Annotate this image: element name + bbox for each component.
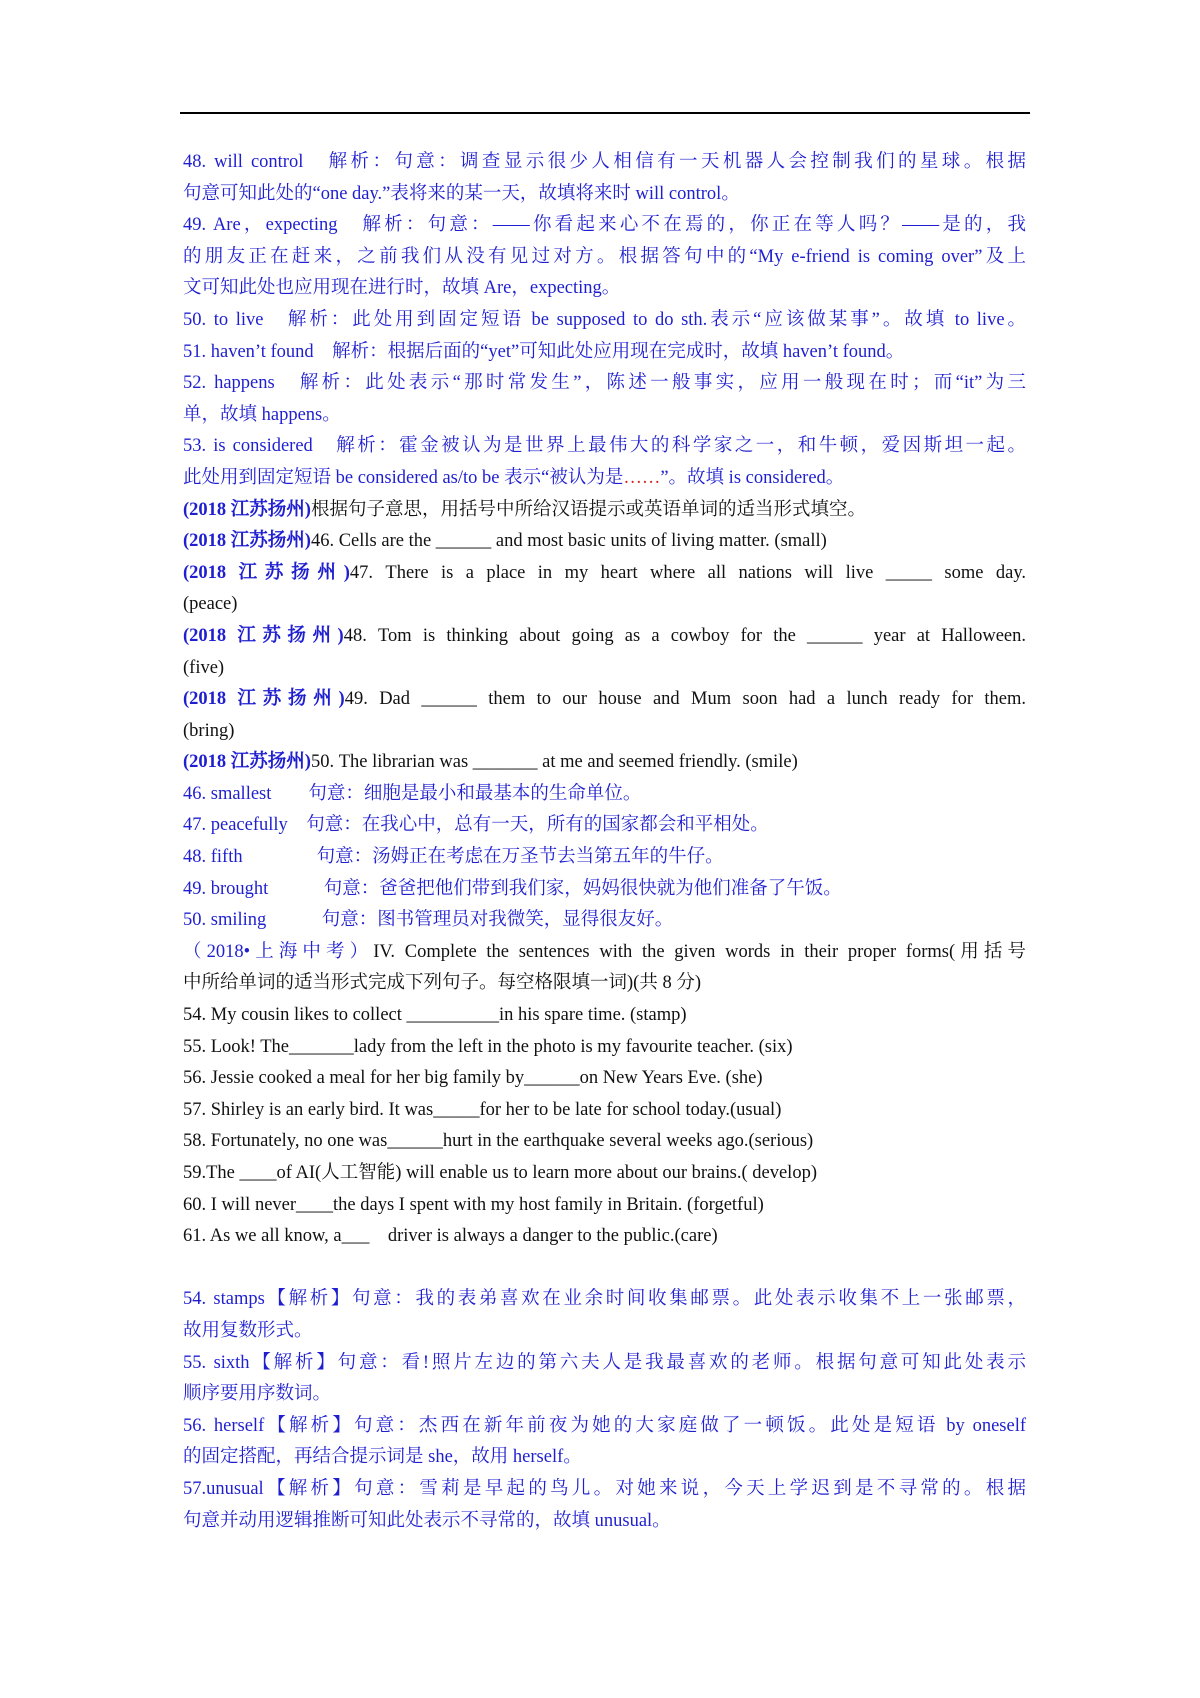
ellipsis-red: …… bbox=[623, 467, 661, 488]
line-text: (five) bbox=[183, 657, 225, 678]
text-line bbox=[183, 1126, 1026, 1158]
line-text: 47. There is a place in my heart where all nations will live _____ some day. bbox=[349, 562, 1026, 583]
text-line bbox=[183, 747, 1026, 779]
text-line bbox=[183, 810, 1026, 842]
line-text: (bring) bbox=[183, 720, 235, 741]
line-text: 中所给单词的适当形式完成下列句子。每空格限填一词)(共 8 分) bbox=[183, 973, 701, 994]
text-line bbox=[183, 1063, 1026, 1095]
text-line bbox=[183, 653, 1026, 685]
line-text: 59.The ____of AI(人工智能) will enable us to learn more about our brains.( develop) bbox=[183, 1163, 817, 1183]
text-line bbox=[183, 526, 1026, 558]
line-text: 57.unusual【解析】句意：雪莉是早起的鸟儿。对她来说，今天上学迟到是不寻常的。根据 bbox=[183, 1478, 1026, 1499]
line-text: 48. will control 解析：句意：调查显示很少人相信有一天机器人会控制我们的星球。根据 bbox=[183, 152, 1026, 172]
line-text: 50. to live 解析：此处用到固定短语 be supposed to do sth.表示“应该做某事”。故填 to live。 bbox=[183, 309, 1026, 330]
text-line bbox=[183, 210, 1026, 242]
text-line bbox=[183, 242, 1026, 274]
text-line bbox=[183, 463, 1026, 495]
text-line bbox=[183, 968, 1026, 1000]
line-text: IV. Complete the sentences with the given words in their proper forms(用括号 bbox=[373, 941, 1026, 962]
text-line bbox=[183, 1442, 1026, 1474]
line-text: 50. The librarian was _______ at me and seemed friendly. (smile) bbox=[310, 752, 798, 773]
text-line bbox=[183, 1032, 1026, 1064]
line-text: 的固定搭配，再结合提示词是 she，故用 herself。 bbox=[183, 1447, 582, 1468]
line-text: 56. herself【解析】句意：杰西在新年前夜为她的大家庭做了一顿饭。此处是短语 by oneself bbox=[183, 1415, 1026, 1436]
line-text-tail: ”。故填 is considered。 bbox=[660, 467, 845, 488]
line-text: 48. fifth 句意：汤姆正在考虑在万圣节去当第五年的牛仔。 bbox=[183, 847, 724, 868]
text-line bbox=[183, 1000, 1026, 1032]
text-line bbox=[183, 716, 1026, 748]
text-line bbox=[183, 589, 1026, 621]
text-line bbox=[183, 1474, 1026, 1506]
text-line bbox=[183, 400, 1026, 432]
line-text: 46. smallest 句意：细胞是最小和最基本的生命单位。 bbox=[183, 783, 642, 804]
source-tag: (2018 江苏扬州) bbox=[183, 499, 311, 520]
text-line bbox=[183, 937, 1026, 969]
line-text: 文可知此处也应用现在进行时，故填 Are，expecting。 bbox=[183, 278, 621, 299]
line-text: 58. Fortunately, no one was______hurt in the earthquake several weeks ago.(serious) bbox=[183, 1131, 814, 1152]
line-text: 56. Jessie cooked a meal for her big family by______on New Years Eve. (she) bbox=[183, 1068, 763, 1089]
text-line bbox=[183, 273, 1026, 305]
line-text: 52. happens 解析：此处表示“那时常发生”，陈述一般事实，应用一般现在时；而“it”为三 bbox=[183, 373, 1026, 394]
source-tag: (2018 江苏扬州) bbox=[183, 531, 311, 552]
text-line bbox=[183, 1190, 1026, 1222]
line-text: 47. peacefully 句意：在我心中，总有一天，所有的国家都会和平相处。 bbox=[183, 815, 769, 836]
blank-line bbox=[183, 1253, 1026, 1285]
header-rule bbox=[180, 112, 1030, 114]
text-line bbox=[183, 1095, 1026, 1127]
text-line bbox=[183, 621, 1026, 653]
text-line bbox=[183, 905, 1026, 937]
line-text: 句意可知此处的“one day.”表将来的某一天，故填将来时 will control。 bbox=[183, 183, 740, 204]
text-line bbox=[183, 147, 1026, 179]
line-text: 46. Cells are the ______ and most basic units of living matter. (small) bbox=[310, 531, 827, 552]
line-text: 此处用到固定短语 be considered as/to be 表示“被认为是 bbox=[183, 467, 624, 488]
line-text: 49. Dad ______ them to our house and Mum soon had a lunch ready for them. bbox=[344, 689, 1026, 710]
text-line bbox=[183, 431, 1026, 463]
text-line bbox=[183, 558, 1026, 590]
line-text: 49. Are，expecting 解析：句意：——你看起来心不在焉的，你正在等人吗？——是的，我 bbox=[183, 215, 1026, 236]
line-text: 故用复数形式。 bbox=[183, 1320, 313, 1341]
source-tag: （2018•上海中考） bbox=[183, 941, 374, 962]
text-line bbox=[183, 874, 1026, 906]
line-text: 单，故填 happens。 bbox=[183, 404, 341, 425]
line-text: 顺序要用序数词。 bbox=[183, 1384, 332, 1405]
text-line bbox=[183, 368, 1026, 400]
text-line bbox=[183, 337, 1026, 369]
text-line bbox=[183, 1379, 1026, 1411]
text-line bbox=[183, 179, 1026, 211]
text-line bbox=[183, 1221, 1026, 1253]
source-tag: (2018 江苏扬州) bbox=[183, 752, 311, 773]
line-text: 句意并动用逻辑推断可知此处表示不寻常的，故填 unusual。 bbox=[183, 1510, 671, 1531]
text-line bbox=[183, 495, 1026, 527]
text-line bbox=[183, 1284, 1026, 1316]
text-line bbox=[183, 684, 1026, 716]
line-text: 50. smiling 句意：图书管理员对我微笑，显得很友好。 bbox=[183, 910, 674, 931]
text-line bbox=[183, 1316, 1026, 1348]
line-text: 54. stamps【解析】句意：我的表弟喜欢在业余时间收集邮票。此处表示收集不上一张邮票， bbox=[183, 1289, 1026, 1310]
text-line bbox=[183, 842, 1026, 874]
line-text: 48. Tom is thinking about going as a cowboy for the ______ year at Halloween. bbox=[343, 625, 1026, 646]
line-text: 51. haven’t found 解析：根据后面的“yet”可知此处应用现在完成时，故填 haven’t found。 bbox=[183, 341, 905, 362]
line-text: (peace) bbox=[183, 594, 238, 615]
line-text: 根据句子意思，用括号中所给汉语提示或英语单词的适当形式填空。 bbox=[310, 499, 866, 520]
line-text: 55. sixth【解析】句意：看!照片左边的第六夫人是我最喜欢的老师。根据句意可知此处表示 bbox=[183, 1352, 1026, 1373]
line-text: 55. Look! The_______lady from the left in the photo is my favourite teacher. (six) bbox=[183, 1036, 793, 1057]
source-tag: (2018 江苏扬州) bbox=[183, 625, 344, 646]
line-text: 61. As we all know, a___ driver is always a danger to the public.(care) bbox=[183, 1226, 718, 1247]
text-line bbox=[183, 1411, 1026, 1443]
line-text: 60. I will never____the days I spent with my host family in Britain. (forgetful) bbox=[183, 1194, 764, 1215]
line-text: 49. brought 句意：爸爸把他们带到我们家，妈妈很快就为他们准备了午饭。 bbox=[183, 878, 842, 899]
text-line bbox=[183, 1158, 1026, 1190]
text-line bbox=[183, 1506, 1026, 1538]
text-line bbox=[183, 779, 1026, 811]
source-tag: (2018 江苏扬州) bbox=[183, 689, 345, 710]
line-text: 53. is considered 解析：霍金被认为是世界上最伟大的科学家之一，和牛顿，爱因斯坦一起。 bbox=[183, 436, 1026, 457]
document-body bbox=[183, 147, 1026, 1537]
line-text: 57. Shirley is an early bird. It was_____for her to be late for school today.(usual) bbox=[183, 1099, 782, 1120]
source-tag: (2018 江苏扬州) bbox=[183, 562, 350, 583]
text-line bbox=[183, 305, 1026, 337]
text-line bbox=[183, 1348, 1026, 1380]
line-text: 54. My cousin likes to collect __________in his spare time. (stamp) bbox=[183, 1005, 687, 1026]
line-text: 的朋友正在赶来，之前我们从没有见过对方。根据答句中的“My e-friend is coming over”及上 bbox=[183, 246, 1026, 267]
